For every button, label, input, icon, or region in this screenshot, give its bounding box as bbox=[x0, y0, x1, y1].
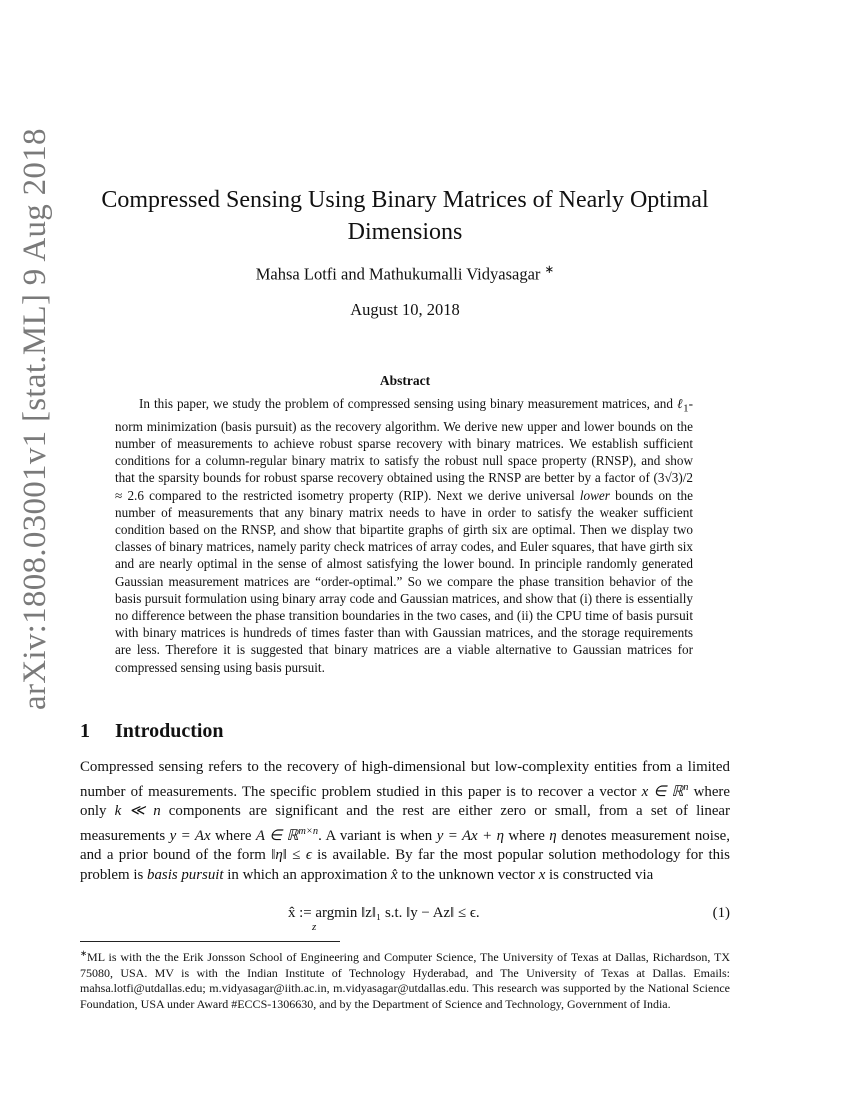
paper-title: Compressed Sensing Using Binary Matrices of Nearly Optimal Dimensions bbox=[101, 187, 709, 245]
intro-math-a-in-r: A ∈ ℝ bbox=[255, 827, 299, 844]
footnote-text: ML is with the the Erik Jonsson School of Engineering and Computer Science, The University of Texas at Dallas, Richardson, TX 75080, USA. MV is with the Indian Institute of Technology Hyderabad, and The University of Texas at Dallas. Emails: mahsa.lotfi@utdallas.edu; m.vidyasagar@iith.ac.in, m.vidyasagar@utdallas.edu. This research was supported by the National Science Foundation, USA under Award #ECCS-1306630, and by the Department of Science and Technology, Government of India. bbox=[80, 950, 730, 1011]
author-names: Mahsa Lotfi and Mathukumalli Vidyasagar bbox=[255, 264, 541, 284]
abstract-text-2: -norm minimization (basis pursuit) as the recovery algorithm. We derive new upper and lower bounds on the number of measurements to achieve robust sparse recovery with binary matrices. We establish sufficient conditions for a column-regular binary matrix to satisfy the robust null space property (RNSP), and show that the sparsity bounds for robust sparse recovery obtained using the RNSP are better by a factor of (3√3)/2 ≈ 2.6 compared to the restricted isometry property (RIP). Next we derive universal bbox=[115, 396, 694, 503]
intro-text-11: is constructed via bbox=[545, 866, 654, 883]
abstract-text-1: In this paper, we study the problem of compressed sensing using binary measurement matrices, and bbox=[139, 396, 677, 411]
paper-authors bbox=[150, 262, 660, 285]
abstract-body bbox=[115, 395, 693, 676]
paper-date: August 10, 2018 bbox=[350, 300, 460, 319]
intro-math-x-in-rn: x ∈ ℝ bbox=[641, 783, 684, 800]
equation-1 bbox=[80, 905, 730, 945]
intro-math-mn-sup: m×n bbox=[298, 825, 319, 837]
intro-math-x: x bbox=[538, 866, 546, 883]
intro-math-norm-eta: ‖η‖ ≤ ϵ bbox=[271, 847, 312, 864]
equation-expression: x̂ := argmin ‖z‖₁ s.t. ‖y − Az‖ ≤ ϵ. bbox=[288, 905, 480, 921]
footnote-divider bbox=[80, 941, 340, 942]
introduction-paragraph bbox=[80, 758, 730, 886]
intro-text-1: Compressed sensing refers to the recovery of high-dimensional but low-complexity entities from a limited number of measurements. The specific problem studied in this paper is to recover a vector bbox=[80, 759, 730, 800]
intro-text-8: is available. By far the most popular solution methodology for this problem is bbox=[80, 847, 730, 883]
intro-text-2: where only bbox=[80, 783, 731, 820]
abstract-heading: Abstract bbox=[379, 373, 431, 388]
intro-text-4: where bbox=[210, 827, 256, 844]
intro-text-7: denotes measurement noise, and a prior bound of the form bbox=[80, 827, 730, 864]
equation-number: (1) bbox=[712, 905, 730, 921]
intro-text-6: where bbox=[503, 827, 550, 844]
author-footnote-mark: ∗ bbox=[544, 264, 555, 276]
intro-math-y-ax: y = Ax bbox=[169, 827, 211, 844]
intro-text-3: components are significant and the rest are either zero or small, from a set of linear measurements bbox=[80, 803, 730, 844]
intro-basis-pursuit: basis pursuit bbox=[147, 866, 224, 883]
intro-math-xhat: x̂ bbox=[391, 866, 398, 883]
section-heading-introduction bbox=[80, 720, 224, 743]
equation-argmin-subscript: z bbox=[312, 921, 317, 933]
footnote bbox=[80, 946, 730, 1012]
intro-math-y-ax-eta: y = Ax + η bbox=[436, 827, 504, 844]
abstract-l1-subscript: 1 bbox=[683, 402, 689, 415]
intro-math-eta: η bbox=[549, 827, 557, 844]
intro-math-n-sup: n bbox=[683, 781, 689, 793]
intro-math-k-n: k ≪ n bbox=[114, 803, 161, 820]
abstract-text-3: bounds on the number of measurements that any binary matrix needs to have in order to satisfy the weaker sufficient condition based on the RNSP, and show that bipartite graphs of girth six are optimal. Then we display two classes of binary matrices, namely parity check matrices of array codes, and Euler squares, that have girth six and are nearly optimal in the sense of almost satisfying the lower bound. In principle randomly generated Gaussian measurement matrices are “order-optimal.” So we compare the phase transition behavior of the basis pursuit formulation using binary array code and Gaussian matrices, and show that (i) there is essentially no difference between the phase transition boundaries in the two cases, and (ii) the CPU time of basis pursuit with binary matrices is hundreds of times faster than with Gaussian matrices, and the storage requirements are less. Therefore it is suggested that binary matrices are a viable alternative to Gaussian matrices for compressed sensing using basis pursuit. bbox=[115, 487, 693, 675]
footnote-mark: ∗ bbox=[80, 949, 88, 958]
abstract-lower-emphasis: lower bbox=[579, 487, 610, 503]
abstract-l1-symbol: ℓ bbox=[676, 396, 684, 411]
arxiv-sidebar-stamp: arXiv:1808.03001v1 [stat.ML] 9 Aug 2018 bbox=[17, 128, 53, 710]
section-number: 1 bbox=[80, 720, 90, 742]
section-title: Introduction bbox=[115, 720, 224, 742]
intro-text-5: . A variant is when bbox=[318, 827, 437, 844]
intro-text-9: in which an approximation bbox=[223, 866, 392, 883]
intro-text-10: to the unknown vector bbox=[397, 866, 539, 883]
